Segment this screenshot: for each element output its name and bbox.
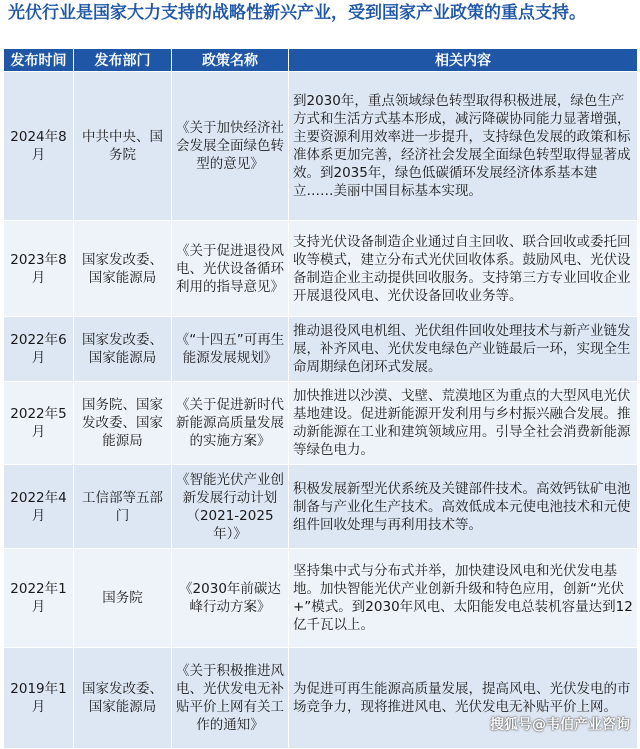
header-release-time: 发布时间 [4,49,74,72]
cell-year: 2022年1月 [4,549,74,648]
table-header-row [4,49,638,72]
cell-year: 2022年4月 [4,465,74,549]
cell-year: 2022年6月 [4,317,74,382]
cell-content: 推动退役风电机组、光伏组件回收处理技术与新产业链发展，补齐风电、光伏发电绿色产业链最后一环，实现全生命周期绿色闭环式发展。 [289,317,638,382]
header-department: 发布部门 [74,49,172,72]
cell-policy-name: 《2030年前碳达峰行动方案》 [172,549,289,648]
page-title: 光伏行业是国家大力支持的战略性新兴产业，受到国家产业政策的重点支持。 [8,3,586,23]
cell-content: 坚持集中式与分布式并举，加快建设风电和光伏发电基地。加快智能光伏产业创新升级和特色应用，创新“光伏+”模式。到2030年风电、太阳能发电总装机容量达到12亿千瓦以上。 [289,549,638,648]
cell-policy-name: 《关于促进退役风电、光伏设备循环利用的指导意见》 [172,221,289,317]
cell-content: 支持光伏设备制造企业通过自主回收、联合回收或委托回收等模式，建立分布式光伏回收体系。鼓励风电、光伏设备制造企业主动提供回收服务。支持第三方专业回收企业开展退役风电、光伏设备回收业务等。 [289,221,638,317]
cell-department: 国家发改委、国家能源局 [74,317,172,382]
cell-content: 加快推进以沙漠、戈壁、荒漠地区为重点的大型风电光伏基地建设。促进新能源开发利用与乡村振兴融合发展。推动新能源在工业和建筑领域应用。引导全社会消费新能源等绿色电力。 [289,382,638,465]
cell-policy-name: 《关于积极推进风电、光伏发电无补贴平价上网有关工作的通知》 [172,648,289,749]
table-row [4,382,638,465]
cell-policy-name: 《关于加快经济社会发展全面绿色转型的意见》 [172,72,289,221]
cell-department: 国家发改委、国家能源局 [74,221,172,317]
cell-policy-name: 《关于促进新时代新能源高质量发展的实施方案》 [172,382,289,465]
cell-year: 2023年8月 [4,221,74,317]
table-row [4,72,638,221]
cell-content: 到2030年，重点领域绿色转型取得积极进展，绿色生产方式和生活方式基本形成，减污降碳协同能力显著增强，主要资源利用效率进一步提升，支持绿色发展的政策和标准体系更加完善，经济社会发展全面绿色转型取得显著成效。到2035年，绿色低碳循环发展经济体系基本建立……美丽中国目标基本实现。 [289,72,638,221]
table-row [4,317,638,382]
table-row [4,465,638,549]
cell-policy-name: 《“十四五”可再生能源发展规划》 [172,317,289,382]
watermark: 搜狐号@韦伯产业咨询 [490,717,630,733]
cell-year: 2024年8月 [4,72,74,221]
table-row [4,221,638,317]
cell-department: 工信部等五部门 [74,465,172,549]
cell-policy-name: 《智能光伏产业创新发展行动计划（2021-2025年）》 [172,465,289,549]
cell-year: 2019年1月 [4,648,74,749]
cell-department: 国务院 [74,549,172,648]
header-related-content: 相关内容 [289,49,638,72]
cell-department: 中共中央、国务院 [74,72,172,221]
cell-content: 积极发展新型光伏系统及关键部件技术。高效钙钛矿电池制备与产业化生产技术。高效低成本元使电池技术和元使组件回收处理与再利用技术等。 [289,465,638,549]
cell-department: 国家发改委、国家能源局 [74,648,172,749]
cell-year: 2022年5月 [4,382,74,465]
cell-department: 国务院、国家发改委、国家能源局 [74,382,172,465]
cell-content: 为促进可再生能源高质量发展，提高风电、光伏发电的市场竞争力，现将推进风电、光伏发电无补贴平价上网。 [289,648,638,749]
header-policy-name: 政策名称 [172,49,289,72]
policy-table [3,48,638,749]
table-row [4,549,638,648]
